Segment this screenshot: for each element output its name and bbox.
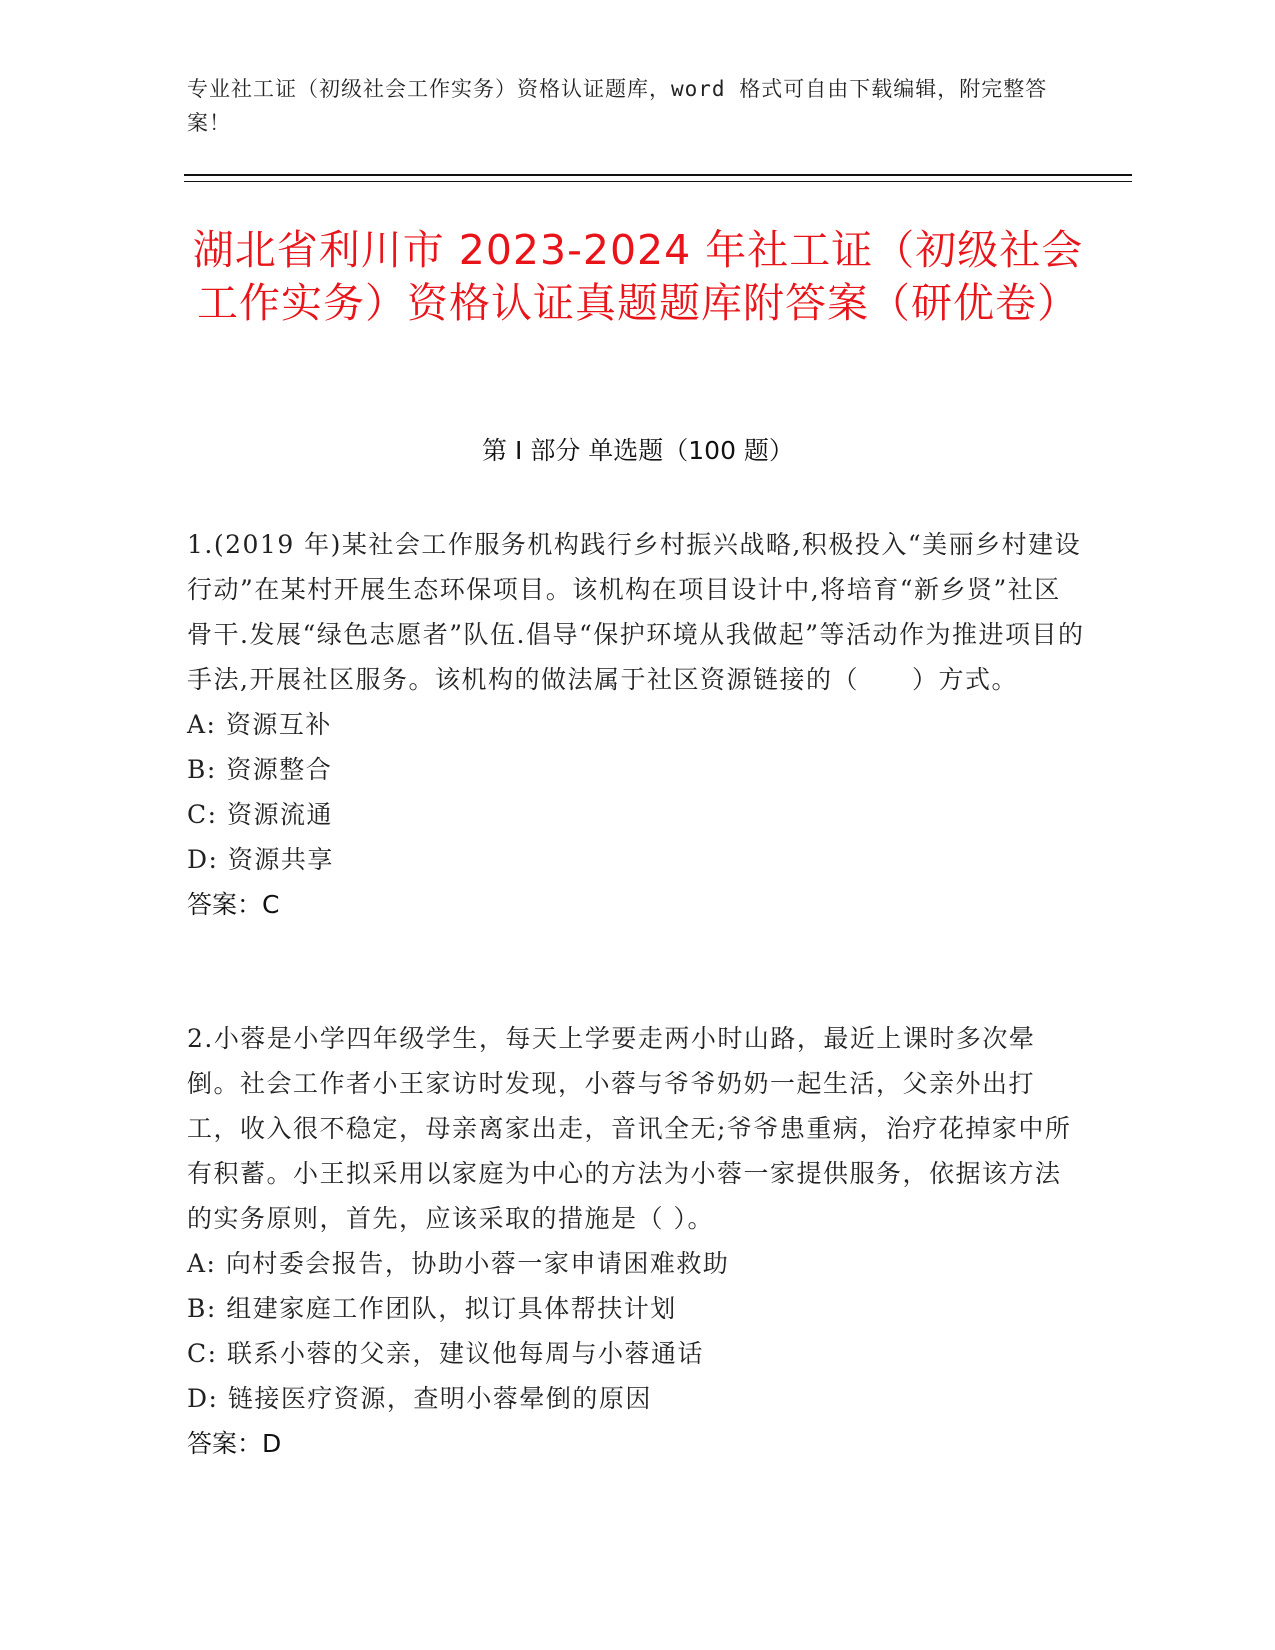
option-c: C: 联系小蓉的父亲，建议他每周与小蓉通话 — [187, 1339, 704, 1368]
answer: 答案：D — [187, 1429, 282, 1458]
option-a: A: 向村委会报告，协助小蓉一家申请困难救助 — [187, 1249, 730, 1278]
question-stem: 2.小蓉是小学四年级学生，每天上学要走两小时山路，最近上课时多次晕倒。社会工作者小王家访时发现，小蓉与爷爷奶奶一起生活，父亲外出打工，收入很不稳定，母亲离家出走，音讯全无;爷爷患重病，治疗花掉家中所有积蓄。小王拟采用以家庭为中心的方法为小蓉一家提供服务，依据该方法的实务原则，首先，应该采取的措施是（ ）。 — [187, 1024, 1072, 1233]
option-b: B: 组建家庭工作团队，拟订具体帮扶计划 — [187, 1294, 677, 1323]
option-d: D: 资源共享 — [187, 845, 334, 874]
question-2 — [187, 1016, 1087, 1466]
header-divider-thick — [184, 174, 1132, 176]
option-b: B: 资源整合 — [187, 755, 333, 784]
option-c: C: 资源流通 — [187, 800, 333, 829]
answer: 答案：C — [187, 890, 280, 919]
option-a: A: 资源互补 — [187, 710, 332, 739]
question-1 — [187, 522, 1087, 927]
header-divider-thin — [184, 181, 1132, 182]
document-title: 湖北省利川市 2023-2024 年社工证（初级社会工作实务）资格认证真题题库附答案（研优卷） — [192, 226, 1084, 327]
section-heading: 第 I 部分 单选题（100 题） — [482, 436, 794, 465]
option-d: D: 链接医疗资源，查明小蓉晕倒的原因 — [187, 1384, 652, 1413]
header-note: 专业社工证（初级社会工作实务）资格认证题库，word 格式可自由下载编辑，附完整答案！ — [187, 77, 1048, 135]
question-stem: 1.(2019 年)某社会工作服务机构践行乡村振兴战略,积极投入“美丽乡村建设行动”在某村开展生态环保项目。该机构在项目设计中,将培育“新乡贤”社区骨干.发展“绿色志愿者”队伍.倡导“保护环境从我做起”等活动作为推进项目的手法,开展社区服务。该机构的做法属于社区资源链接的（ ）方式。 — [187, 530, 1085, 694]
